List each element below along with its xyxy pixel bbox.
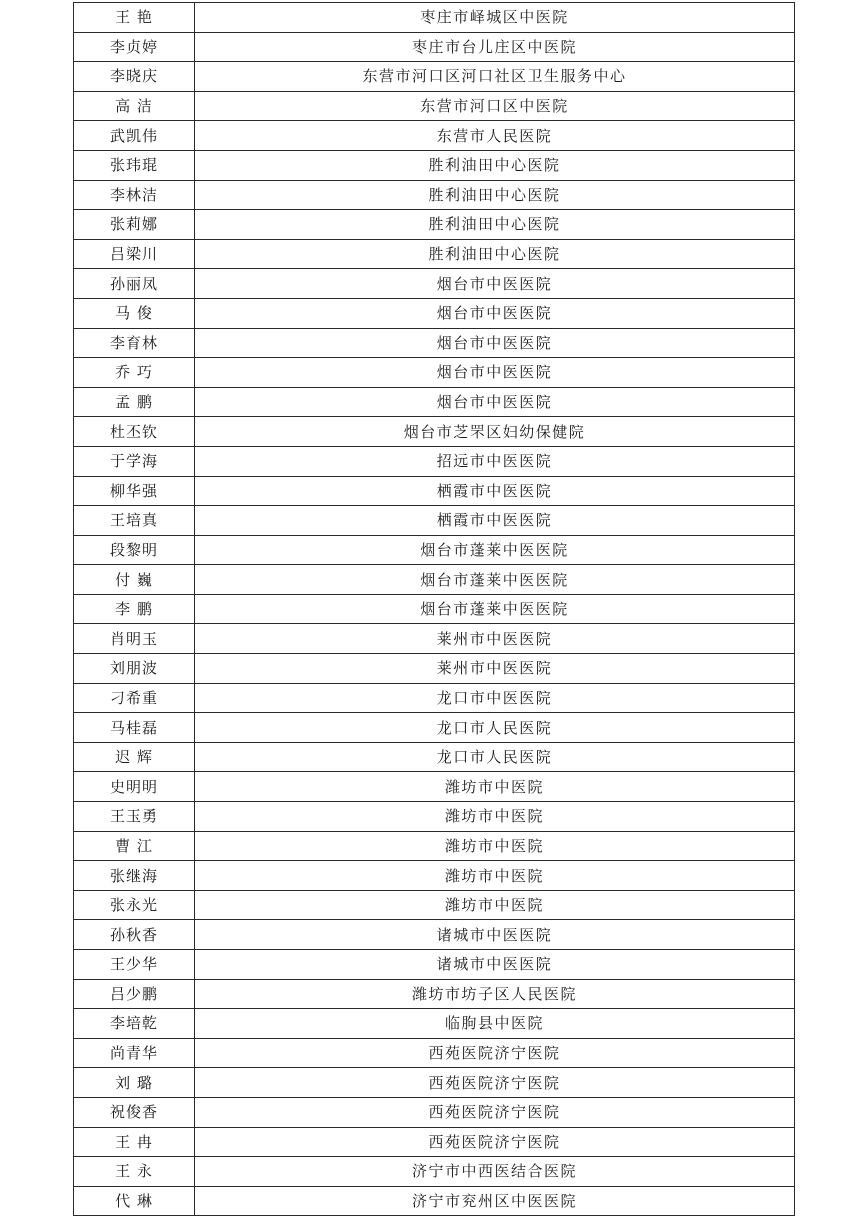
- table-row: [74, 1038, 795, 1068]
- organization-cell: 烟台市中医医院: [195, 269, 795, 299]
- table-row: [74, 1009, 795, 1039]
- table-row: [74, 683, 795, 713]
- table-row: [74, 861, 795, 891]
- table-row: [74, 713, 795, 743]
- person-name-cell: 刁希重: [74, 683, 195, 713]
- organization-cell: 诸城市中医医院: [195, 950, 795, 980]
- person-name-cell: 吕少鹏: [74, 979, 195, 1009]
- organization-cell: 胜利油田中心医院: [195, 150, 795, 180]
- person-name-cell: 李贞婷: [74, 32, 195, 62]
- person-name-cell: 史明明: [74, 772, 195, 802]
- organization-cell: 潍坊市中医院: [195, 831, 795, 861]
- person-name-cell: 柳华强: [74, 476, 195, 506]
- organization-cell: 枣庄市峄城区中医院: [195, 3, 795, 33]
- table-row: [74, 358, 795, 388]
- person-name-cell: 马 俊: [74, 298, 195, 328]
- table-row: [74, 210, 795, 240]
- organization-cell: 西苑医院济宁医院: [195, 1038, 795, 1068]
- person-name-cell: 尚青华: [74, 1038, 195, 1068]
- organization-cell: 烟台市蓬莱中医医院: [195, 535, 795, 565]
- person-name-cell: 代 琳: [74, 1186, 195, 1216]
- table-row: [74, 1068, 795, 1098]
- organization-cell: 龙口市中医医院: [195, 683, 795, 713]
- organization-cell: 莱州市中医医院: [195, 654, 795, 684]
- organization-cell: 西苑医院济宁医院: [195, 1127, 795, 1157]
- person-name-cell: 张继海: [74, 861, 195, 891]
- organization-cell: 诸城市中医医院: [195, 920, 795, 950]
- organization-cell: 烟台市中医医院: [195, 328, 795, 358]
- organization-cell: 烟台市蓬莱中医医院: [195, 594, 795, 624]
- person-name-cell: 迟 辉: [74, 742, 195, 772]
- person-name-cell: 马桂磊: [74, 713, 195, 743]
- table-row: [74, 387, 795, 417]
- organization-cell: 济宁市兖州区中医医院: [195, 1186, 795, 1216]
- table-row: [74, 772, 795, 802]
- table-row: [74, 298, 795, 328]
- person-name-cell: 杜丕钦: [74, 417, 195, 447]
- roster-table-body: [74, 3, 795, 1216]
- person-name-cell: 祝俊香: [74, 1097, 195, 1127]
- table-row: [74, 950, 795, 980]
- person-name-cell: 王 冉: [74, 1127, 195, 1157]
- table-row: [74, 742, 795, 772]
- organization-cell: 龙口市人民医院: [195, 742, 795, 772]
- organization-cell: 东营市河口区中医院: [195, 91, 795, 121]
- person-name-cell: 王少华: [74, 950, 195, 980]
- organization-cell: 潍坊市中医院: [195, 802, 795, 832]
- organization-cell: 栖霞市中医医院: [195, 506, 795, 536]
- table-row: [74, 328, 795, 358]
- table-row: [74, 1157, 795, 1187]
- organization-cell: 招远市中医医院: [195, 446, 795, 476]
- person-name-cell: 李育林: [74, 328, 195, 358]
- table-row: [74, 269, 795, 299]
- person-name-cell: 付 巍: [74, 565, 195, 595]
- person-name-cell: 高 洁: [74, 91, 195, 121]
- table-row: [74, 565, 795, 595]
- person-name-cell: 李林洁: [74, 180, 195, 210]
- person-name-cell: 乔 巧: [74, 358, 195, 388]
- organization-cell: 栖霞市中医医院: [195, 476, 795, 506]
- organization-cell: 枣庄市台儿庄区中医院: [195, 32, 795, 62]
- organization-cell: 潍坊市坊子区人民医院: [195, 979, 795, 1009]
- table-row: [74, 62, 795, 92]
- person-name-cell: 王玉勇: [74, 802, 195, 832]
- organization-cell: 莱州市中医医院: [195, 624, 795, 654]
- organization-cell: 烟台市蓬莱中医医院: [195, 565, 795, 595]
- person-name-cell: 于学海: [74, 446, 195, 476]
- table-row: [74, 121, 795, 151]
- person-name-cell: 刘 璐: [74, 1068, 195, 1098]
- person-name-cell: 段黎明: [74, 535, 195, 565]
- person-name-cell: 孙秋香: [74, 920, 195, 950]
- table-row: [74, 831, 795, 861]
- table-row: [74, 417, 795, 447]
- organization-cell: 龙口市人民医院: [195, 713, 795, 743]
- person-name-cell: 曹 江: [74, 831, 195, 861]
- person-name-cell: 王 永: [74, 1157, 195, 1187]
- organization-cell: 胜利油田中心医院: [195, 180, 795, 210]
- organization-cell: 烟台市芝罘区妇幼保健院: [195, 417, 795, 447]
- table-row: [74, 150, 795, 180]
- organization-cell: 东营市河口区河口社区卫生服务中心: [195, 62, 795, 92]
- table-row: [74, 180, 795, 210]
- table-row: [74, 979, 795, 1009]
- organization-cell: 潍坊市中医院: [195, 861, 795, 891]
- person-name-cell: 肖明玉: [74, 624, 195, 654]
- person-name-cell: 张莉娜: [74, 210, 195, 240]
- table-row: [74, 1127, 795, 1157]
- table-row: [74, 594, 795, 624]
- organization-cell: 西苑医院济宁医院: [195, 1068, 795, 1098]
- person-name-cell: 刘朋波: [74, 654, 195, 684]
- person-name-cell: 李培乾: [74, 1009, 195, 1039]
- person-name-cell: 武凯伟: [74, 121, 195, 151]
- organization-cell: 潍坊市中医院: [195, 890, 795, 920]
- table-row: [74, 624, 795, 654]
- roster-sheet: [73, 2, 794, 1216]
- organization-cell: 西苑医院济宁医院: [195, 1097, 795, 1127]
- person-name-cell: 张玮琨: [74, 150, 195, 180]
- person-name-cell: 李晓庆: [74, 62, 195, 92]
- organization-cell: 烟台市中医医院: [195, 298, 795, 328]
- table-row: [74, 239, 795, 269]
- person-name-cell: 王 艳: [74, 3, 195, 33]
- person-name-cell: 李 鹏: [74, 594, 195, 624]
- table-row: [74, 32, 795, 62]
- table-row: [74, 476, 795, 506]
- table-row: [74, 890, 795, 920]
- organization-cell: 烟台市中医医院: [195, 358, 795, 388]
- table-row: [74, 446, 795, 476]
- table-row: [74, 3, 795, 33]
- organization-cell: 临朐县中医院: [195, 1009, 795, 1039]
- table-row: [74, 920, 795, 950]
- person-name-cell: 吕梁川: [74, 239, 195, 269]
- organization-cell: 济宁市中西医结合医院: [195, 1157, 795, 1187]
- person-name-cell: 张永光: [74, 890, 195, 920]
- organization-cell: 胜利油田中心医院: [195, 239, 795, 269]
- person-name-cell: 孙丽凤: [74, 269, 195, 299]
- person-name-cell: 王培真: [74, 506, 195, 536]
- table-row: [74, 802, 795, 832]
- table-row: [74, 1186, 795, 1216]
- table-row: [74, 654, 795, 684]
- roster-table: [73, 2, 795, 1216]
- table-row: [74, 1097, 795, 1127]
- organization-cell: 胜利油田中心医院: [195, 210, 795, 240]
- table-row: [74, 506, 795, 536]
- table-row: [74, 91, 795, 121]
- organization-cell: 潍坊市中医院: [195, 772, 795, 802]
- person-name-cell: 孟 鹏: [74, 387, 195, 417]
- organization-cell: 烟台市中医医院: [195, 387, 795, 417]
- table-row: [74, 535, 795, 565]
- organization-cell: 东营市人民医院: [195, 121, 795, 151]
